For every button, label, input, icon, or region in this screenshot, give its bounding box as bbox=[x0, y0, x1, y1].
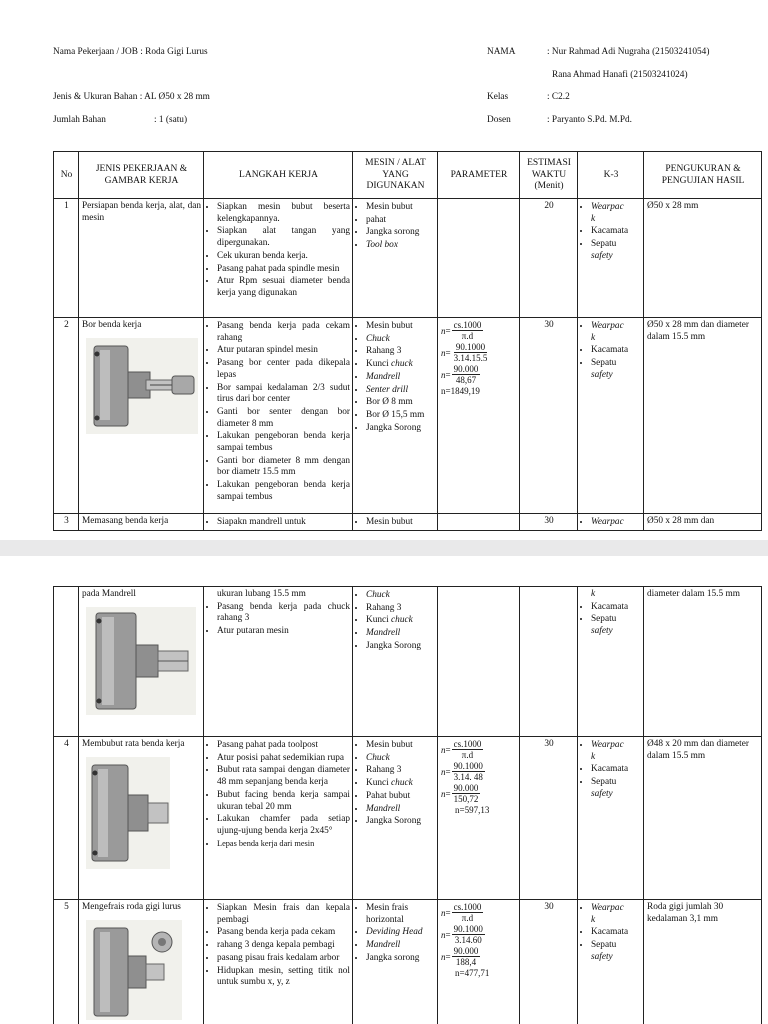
step-item: • pasang pisau frais kedalam arbor bbox=[217, 952, 350, 965]
safety-item: • Kacamata bbox=[591, 344, 641, 357]
measurement-result: Ø50 x 28 mm dan diameter dalam 15.5 mm bbox=[644, 318, 762, 514]
step-item: • Siapkan alat tangan yang dipergunakan. bbox=[217, 225, 350, 249]
safety-item: • Sepatu safety bbox=[591, 357, 641, 381]
step-item: • Bor sampai kedalaman 2/3 sudut tirus dari bor center bbox=[217, 382, 350, 406]
tool-item: • pahat bbox=[366, 214, 435, 227]
parameter-cell bbox=[438, 514, 520, 531]
parameter-cell bbox=[438, 199, 520, 318]
tool-item: • Mesin bubut bbox=[366, 320, 435, 333]
tool-item: • Bor Ø 15,5 mm bbox=[366, 409, 435, 422]
row-number: 5 bbox=[54, 900, 79, 1024]
tool-item: • Jangka sorong bbox=[366, 952, 435, 965]
step-item: • Siapkan Mesin frais dan kepala pembagi bbox=[217, 902, 350, 926]
job-table-page-2 bbox=[53, 586, 762, 1024]
measurement-result: Ø50 x 28 mm bbox=[644, 199, 762, 318]
table-row bbox=[54, 199, 762, 318]
safety-item: • Sepatu safety bbox=[591, 613, 641, 637]
tool-item: • Tool box bbox=[366, 239, 435, 252]
table-row bbox=[54, 587, 762, 737]
step-item: • Atur Rpm sesuai diameter benda kerja yang digunakan bbox=[217, 275, 350, 299]
tool-item: • Rahang 3 bbox=[366, 345, 435, 358]
job-description: Memasang benda kerja bbox=[79, 514, 204, 531]
safety-item: • Wearpac k bbox=[591, 201, 641, 225]
step-item: • Siapkan mesin bubut beserta kelengkapannya. bbox=[217, 201, 350, 225]
milling-illustration bbox=[86, 920, 182, 1020]
header-langkah: LANGKAH KERJA bbox=[204, 152, 353, 199]
job-description: Mengefrais roda gigi lurus bbox=[82, 902, 181, 912]
row-number: 2 bbox=[54, 318, 79, 514]
tool-item: • Jangka Sorong bbox=[366, 815, 435, 828]
time-estimate: 30 bbox=[520, 514, 578, 531]
material-qty-label: Jumlah Bahan bbox=[53, 115, 106, 125]
document-page-2 bbox=[0, 556, 768, 1024]
safety-item: • Kacamata bbox=[591, 926, 641, 939]
nama-value-1: : Nur Rahmad Adi Nugraha (21503241054) bbox=[547, 47, 710, 57]
step-item: • Hidupkan mesin, setting titik nol untuk sumbu x, y, z bbox=[217, 965, 350, 989]
step-item: • Bubut facing benda kerja sampai ukuran tebal 20 mm bbox=[217, 789, 350, 813]
rpm-formula: n = $\frac{cs.1000}{\pi.d}$ n = $\frac{90.1000}{3.14. 48}$ n = $\frac{90.000}{150,72}$ n=597,13 bbox=[438, 737, 520, 900]
work-steps bbox=[204, 318, 353, 514]
step-item: • Atur putaran spindel mesin bbox=[217, 344, 350, 357]
safety-item: • Wearpac bbox=[591, 516, 641, 529]
header-mesin: MESIN / ALAT YANG DIGUNAKAN bbox=[353, 152, 438, 199]
nama-label: NAMA bbox=[487, 47, 516, 57]
safety-list bbox=[578, 318, 644, 514]
work-steps bbox=[204, 587, 353, 737]
safety-list bbox=[578, 514, 644, 531]
work-steps bbox=[204, 514, 353, 531]
time-estimate: 30 bbox=[520, 318, 578, 514]
work-steps bbox=[204, 199, 353, 318]
header-parameter: PARAMETER bbox=[438, 152, 520, 199]
tool-item: • Pahat bubut bbox=[366, 790, 435, 803]
rpm-formula: n = $\frac{cs.1000}{\pi.d}$ n = $\frac{90.1000}{3.14.60}$ n = $\frac{90.000}{188,4}$ n=477,71 bbox=[438, 900, 520, 1024]
material-qty-value: : 1 (satu) bbox=[154, 115, 188, 125]
safety-list bbox=[578, 737, 644, 900]
tool-item: • Jangka Sorong bbox=[366, 640, 435, 653]
tool-item: • Deviding Head bbox=[366, 926, 435, 939]
safety-item: k bbox=[591, 589, 596, 599]
job-description-cell bbox=[79, 587, 204, 737]
row-number: 3 bbox=[54, 514, 79, 531]
dosen-value: : Paryanto S.Pd. M.Pd. bbox=[547, 115, 632, 125]
step-item: • Lakukan chamfer pada setiap ujung-ujung benda kerja 2x45° bbox=[217, 813, 350, 837]
time-estimate: 20 bbox=[520, 199, 578, 318]
job-description: Bor benda kerja bbox=[82, 320, 142, 330]
safety-item: • Sepatu safety bbox=[591, 776, 641, 800]
tool-item: • Kunci chuck bbox=[366, 614, 435, 627]
job-name: Nama Pekerjaan / JOB : Roda Gigi Lurus bbox=[53, 47, 208, 57]
step-item: • Atur putaran mesin bbox=[217, 625, 350, 638]
mandrell-illustration bbox=[86, 607, 196, 715]
rpm-result: n=597,13 bbox=[455, 805, 490, 815]
job-description-cell bbox=[79, 318, 204, 514]
time-estimate bbox=[520, 587, 578, 737]
safety-item: • Wearpac k bbox=[591, 739, 641, 763]
safety-item: • Sepatu safety bbox=[591, 238, 641, 262]
row-number: 4 bbox=[54, 737, 79, 900]
tool-item: • Mandrell bbox=[366, 939, 435, 952]
step-item: • Ganti bor diameter 8 mm dengan bor diametr 15.5 mm bbox=[217, 455, 350, 479]
step-item: • Pasang pahat pada toolpost bbox=[217, 739, 350, 752]
safety-item: • Kacamata bbox=[591, 601, 641, 614]
tool-item: • Mandrell bbox=[366, 371, 435, 384]
tool-item: • Kunci chuck bbox=[366, 358, 435, 371]
material-spec: Jenis & Ukuran Bahan : AL Ø50 x 28 mm bbox=[53, 92, 210, 102]
row-number: 1 bbox=[54, 199, 79, 318]
parameter-cell bbox=[438, 587, 520, 737]
tool-item: • Mesin frais horizontal bbox=[366, 902, 435, 926]
time-estimate: 30 bbox=[520, 900, 578, 1024]
tool-item: • Kunci chuck bbox=[366, 777, 435, 790]
measurement-result: diameter dalam 15.5 mm bbox=[644, 587, 762, 737]
table-row bbox=[54, 514, 762, 531]
header-no: No bbox=[54, 152, 79, 199]
safety-item: • Kacamata bbox=[591, 763, 641, 776]
tool-item: • Jangka sorong bbox=[366, 226, 435, 239]
step-item: • Lakukan pengeboran benda kerja sampai tembus bbox=[217, 430, 350, 454]
tool-item: • Chuck bbox=[366, 589, 435, 602]
lathe-turning-illustration bbox=[86, 757, 170, 869]
tool-item: • Mandrell bbox=[366, 803, 435, 816]
step-item: • Pasang benda kerja pada cekam bbox=[217, 926, 350, 939]
tools-list bbox=[353, 318, 438, 514]
tool-item: • Chuck bbox=[366, 752, 435, 765]
step-continued: ukuran lubang 15.5 mm bbox=[217, 589, 306, 599]
job-table-page-1 bbox=[53, 151, 762, 531]
step-item: • Lakukan pengeboran benda kerja sampai tembus bbox=[217, 479, 350, 503]
safety-item: • Wearpac k bbox=[591, 902, 641, 926]
step-item: • Pasang bor center pada dikepala lepas bbox=[217, 357, 350, 381]
header-jenis: JENIS PEKERJAAN & GAMBAR KERJA bbox=[79, 152, 204, 199]
kelas-value: : C2.2 bbox=[547, 92, 570, 102]
tool-item: • Bor Ø 8 mm bbox=[366, 396, 435, 409]
measurement-result: Ø50 x 28 mm dan bbox=[644, 514, 762, 531]
tool-item: • Jangka Sorong bbox=[366, 422, 435, 435]
job-description: Persiapan benda kerja, alat, dan mesin bbox=[79, 199, 204, 318]
step-item: • Siapakn mandrell untuk bbox=[217, 516, 350, 529]
table-row bbox=[54, 737, 762, 900]
tool-item: • Mesin bubut bbox=[366, 739, 435, 752]
header-k3: K-3 bbox=[578, 152, 644, 199]
measurement-result: Roda gigi jumlah 30 kedalaman 3,1 mm bbox=[644, 900, 762, 1024]
tool-item: • Mesin bubut bbox=[366, 516, 435, 529]
step-item: • rahang 3 denga kepala pembagi bbox=[217, 939, 350, 952]
rpm-result: n=477,71 bbox=[455, 968, 490, 978]
safety-item: • Sepatu safety bbox=[591, 939, 641, 963]
header-estimasi: ESTIMASI WAKTU (Menit) bbox=[520, 152, 578, 199]
rpm-result: n=1849,19 bbox=[441, 386, 480, 396]
tools-list bbox=[353, 514, 438, 531]
step-item: • Atur posisi pahat sedemikian rupa bbox=[217, 752, 350, 765]
tool-item: • Mandrell bbox=[366, 627, 435, 640]
safety-list bbox=[578, 900, 644, 1024]
step-item: • Lepas benda kerja dari mesin bbox=[217, 838, 350, 850]
tools-list bbox=[353, 737, 438, 900]
header-pengukuran: PENGUKURAN & PENGUJIAN HASIL bbox=[644, 152, 762, 199]
tool-item: • Rahang 3 bbox=[366, 602, 435, 615]
nama-value-2: Rana Ahmad Hanafi (21503241024) bbox=[552, 70, 688, 80]
tools-list bbox=[353, 587, 438, 737]
table-header-row bbox=[54, 152, 762, 199]
table-row bbox=[54, 318, 762, 514]
work-steps bbox=[204, 737, 353, 900]
step-item: • Pasang benda kerja pada chuck rahang 3 bbox=[217, 601, 350, 625]
step-item: • Cek ukuran benda kerja. bbox=[217, 250, 350, 263]
tool-item: • Rahang 3 bbox=[366, 764, 435, 777]
tool-item: • Mesin bubut bbox=[366, 201, 435, 214]
safety-item: • Wearpac k bbox=[591, 320, 641, 344]
measurement-result: Ø48 x 20 mm dan diameter dalam 15.5 mm bbox=[644, 737, 762, 900]
step-item: • Ganti bor senter dengan bor diameter 8 mm bbox=[217, 406, 350, 430]
job-description-cell bbox=[79, 737, 204, 900]
tools-list bbox=[353, 900, 438, 1024]
row-number bbox=[54, 587, 79, 737]
kelas-label: Kelas bbox=[487, 92, 509, 102]
tools-list bbox=[353, 199, 438, 318]
time-estimate: 30 bbox=[520, 737, 578, 900]
safety-item: • Kacamata bbox=[591, 225, 641, 238]
rpm-formula: n = $\frac{cs.1000}{\pi.d}$ n = $\frac{90.1000}{3.14.15.5}$ n = $\frac{90.000}{48,67}$ n=1849,19 bbox=[438, 318, 520, 514]
step-item: • Pasang benda kerja pada cekam rahang bbox=[217, 320, 350, 344]
lathe-drilling-illustration bbox=[86, 338, 198, 434]
tool-item: • Chuck bbox=[366, 333, 435, 346]
dosen-label: Dosen bbox=[487, 115, 511, 125]
job-description: pada Mandrell bbox=[82, 589, 136, 599]
step-item: • Bubut rata sampai dengan diameter 48 mm sepanjang benda kerja bbox=[217, 764, 350, 788]
work-steps bbox=[204, 900, 353, 1024]
job-description-cell bbox=[79, 900, 204, 1024]
safety-list bbox=[578, 199, 644, 318]
safety-list bbox=[578, 587, 644, 737]
table-row bbox=[54, 900, 762, 1024]
job-description: Membubut rata benda kerja bbox=[82, 739, 185, 749]
step-item: • Pasang pahat pada spindle mesin bbox=[217, 263, 350, 276]
tool-item: • Senter drill bbox=[366, 384, 435, 397]
